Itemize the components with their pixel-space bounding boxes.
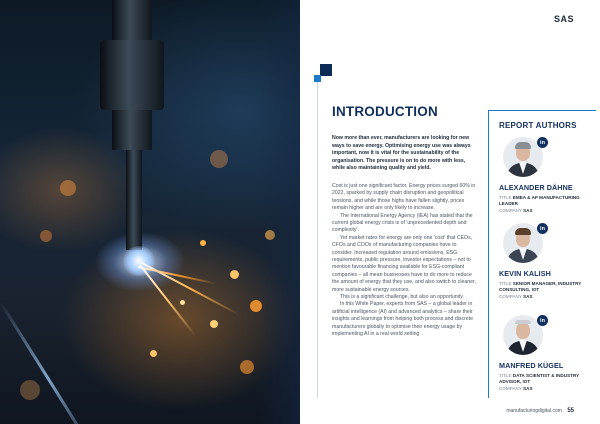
author-card — [499, 223, 595, 300]
author-name: KEVIN KALISH — [499, 269, 551, 278]
linkedin-icon[interactable]: in — [537, 315, 548, 326]
spark-dot — [60, 180, 76, 196]
section-divider — [317, 82, 318, 398]
author-title: SENIOR MANAGER, INDUSTRY CONSULTING, IOT — [499, 281, 582, 293]
spark-dot — [40, 230, 52, 242]
photo-edge-fade — [260, 0, 300, 424]
laser-nozzle — [126, 150, 142, 250]
author-company: SAS — [523, 385, 533, 391]
spark-dot — [20, 380, 40, 400]
report-authors-panel — [488, 110, 596, 398]
author-meta — [499, 195, 595, 214]
author-meta — [499, 373, 595, 392]
decor-square-dark — [320, 64, 332, 76]
spark-dot — [230, 270, 239, 279]
body-paragraph: Cost is just one significant factor. Energy prices surged 60% in 2022, sparked by supply chain disruption and geopolitical tensions, and while those highs have fallen slightly, prices remain higher and are only likely to increase. — [332, 182, 476, 212]
title-key: TITLE — [499, 373, 512, 378]
spark-dot — [210, 150, 228, 168]
body-paragraph: This is a significant challenge, but also an opportunity. — [340, 294, 464, 301]
author-name: ALEXANDER DÄHNE — [499, 183, 573, 192]
site-url[interactable]: manufacturingdigital.com — [506, 408, 562, 414]
company-key: COMPANY — [499, 293, 522, 299]
company-key: COMPANY — [499, 207, 522, 213]
author-meta — [499, 281, 595, 300]
title-key: TITLE — [499, 195, 512, 200]
authors-heading: REPORT AUTHORS — [499, 121, 577, 130]
linkedin-icon[interactable]: in — [537, 137, 548, 148]
spark-dot — [210, 320, 218, 328]
page-number: 55 — [567, 408, 574, 414]
body-text — [332, 183, 477, 339]
laser-flare — [122, 246, 156, 276]
title-key: TITLE — [499, 281, 512, 286]
body-paragraph: The International Energy Agency (IEA) has stated that the current global energy crisis is of 'unprecedented depth and complexity'. — [332, 212, 473, 234]
author-card — [499, 315, 595, 392]
body-paragraph: Yet market rates for energy are only one 'cost' that CEOs, CFOs and COOs of manufacturing companies have to consider. Increased regulation around emissions, ESG requirements, public pressure, investor expectations – not to mention favourable financing available for ESG-compliant companies – all mean businesses have to do more to reduce the amount of energy that they use, and also switch to cleaner, more sustainable energy sources. — [332, 234, 476, 293]
linkedin-icon[interactable]: in — [537, 223, 548, 234]
spark-dot — [150, 350, 157, 357]
author-name: MANFRED KÜGEL — [499, 361, 564, 370]
body-paragraph: In this White Paper, experts from SAS – a global leader in artificial intelligence (AI) and advanced analytics – share their insights and learnings from helping both process and discrete manufacturers globally to optimise their energy usage by implementing AI in a real world setting — [332, 301, 474, 338]
page-title: INTRODUCTION — [332, 104, 438, 119]
author-company: SAS — [523, 293, 533, 299]
author-title: DATA SCIENTIST & INDUSTRY ADVISOR, IOT — [499, 373, 580, 385]
decor-square-blue — [314, 75, 321, 82]
company-key: COMPANY — [499, 385, 522, 391]
spark-dot — [180, 300, 185, 305]
brand-label: SAS — [553, 14, 574, 24]
author-title: EMEA & AP MANUFACTURING LEADER — [499, 195, 580, 207]
author-company: SAS — [523, 207, 533, 213]
lead-paragraph: Now more than ever, manufacturers are looking for new ways to save energy. Optimising energy use was always important, now it is vital for the sustainability of the organisation. The pressure is on to do more with less, while also maintaining quality and yield. — [332, 135, 471, 172]
spark-dot — [200, 240, 206, 246]
introduction-section — [332, 104, 477, 339]
spark-dot — [240, 360, 254, 374]
page-footer — [506, 408, 574, 414]
laser-head-body — [100, 40, 164, 110]
metal-sheet-edge — [0, 301, 97, 424]
author-card — [499, 137, 595, 214]
